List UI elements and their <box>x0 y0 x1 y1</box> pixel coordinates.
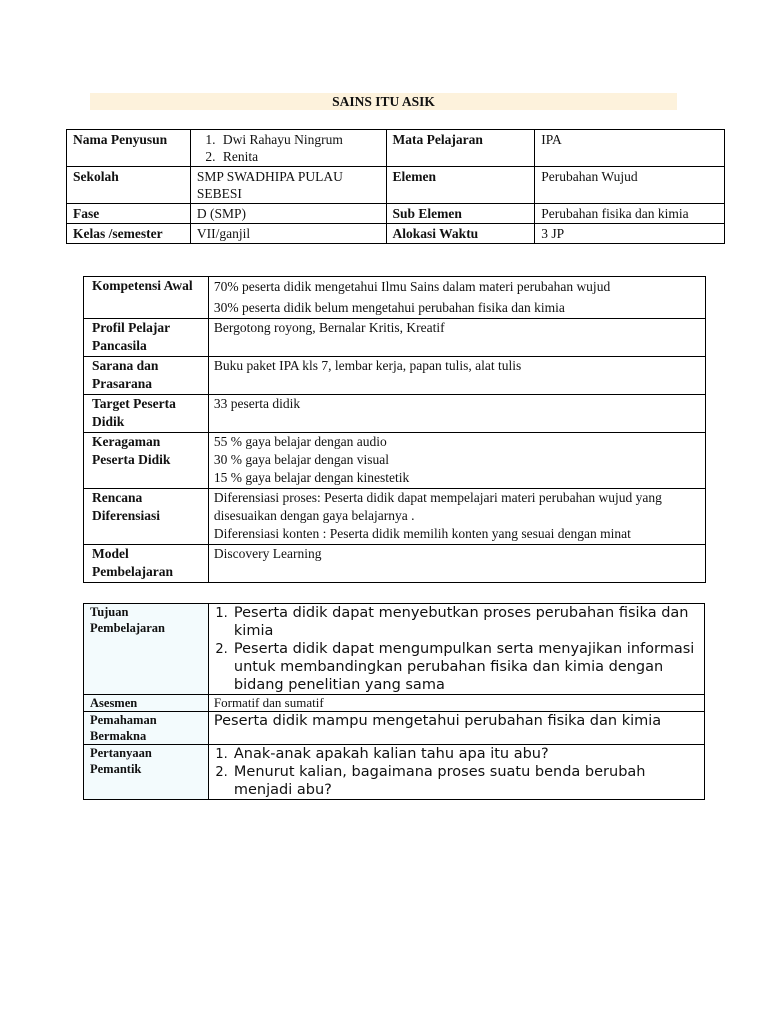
rencana-value <box>208 489 705 545</box>
asesmen-value: Formatif dan sumatif <box>208 695 704 712</box>
pemahaman-label: Pemahaman Bermakna <box>84 712 209 745</box>
table-row <box>67 204 725 224</box>
list-item: 2. Renita <box>219 148 380 165</box>
profil-value: Bergotong royong, Bernalar Kritis, Kreatif <box>208 319 705 357</box>
model-value: Discovery Learning <box>208 545 705 583</box>
target-label: Target Peserta Didik <box>84 395 209 433</box>
text-line: 30% peserta didik belum mengetahui perubahan fisika dan kimia <box>213 300 565 315</box>
pemahaman-value: Peserta didik mampu mengetahui perubahan fisika dan kimia <box>208 712 704 745</box>
table-row <box>84 712 705 745</box>
sub-elemen-label: Sub Elemen <box>386 204 535 224</box>
identity-table <box>66 129 725 244</box>
penyusun-list <box>197 131 380 165</box>
kelas-label: Kelas /semester <box>67 224 191 244</box>
pertanyaan-label: Pertanyaan Pemantik <box>84 745 209 800</box>
sarana-value: Buku paket IPA kls 7, lembar kerja, papan tulis, alat tulis <box>208 357 705 395</box>
elemen-value: Perubahan Wujud <box>535 167 725 204</box>
sub-elemen-value: Perubahan fisika dan kimia <box>535 204 725 224</box>
list-item: 1. Anak-anak apakah kalian tahu apa itu abu? <box>232 745 700 763</box>
table-row <box>84 545 706 583</box>
list-item: 1. Peserta didik dapat menyebutkan proses perubahan fisika dan kimia <box>232 604 700 640</box>
list-item: 1. Dwi Rahayu Ningrum <box>219 131 380 148</box>
fase-value: D (SMP) <box>190 204 386 224</box>
kelas-value: VII/ganjil <box>190 224 386 244</box>
model-label: Model Pembelajaran <box>84 545 209 583</box>
profil-label: Profil Pelajar Pancasila <box>84 319 209 357</box>
text-line: 70% peserta didik mengetahui Ilmu Sains dalam materi perubahan wujud <box>213 279 611 294</box>
nama-penyusun-value <box>190 130 386 167</box>
sekolah-label: Sekolah <box>67 167 191 204</box>
tujuan-list <box>214 604 700 694</box>
sarana-label: Sarana dan Prasarana <box>84 357 209 395</box>
fase-label: Fase <box>67 204 191 224</box>
asesmen-label: Asesmen <box>84 695 209 712</box>
alokasi-value: 3 JP <box>535 224 725 244</box>
elemen-label: Elemen <box>386 167 535 204</box>
keragaman-label: Keragaman Peserta Didik <box>84 433 209 489</box>
pertanyaan-list <box>214 745 700 799</box>
tujuan-label: Tujuan Pembelajaran <box>84 604 209 695</box>
table-row <box>67 224 725 244</box>
table-row <box>84 433 706 489</box>
table-row <box>67 130 725 167</box>
pertanyaan-value <box>208 745 704 800</box>
kompetensi-awal-label: Kompetensi Awal <box>84 277 209 319</box>
rencana-label: Rencana Diferensiasi <box>84 489 209 545</box>
table-row <box>84 277 706 319</box>
text-line: Diferensiasi konten : Peserta didik memilih konten yang sesuai dengan minat <box>213 526 631 541</box>
alokasi-label: Alokasi Waktu <box>386 224 535 244</box>
mata-pelajaran-value: IPA <box>535 130 725 167</box>
table-row <box>84 357 706 395</box>
text-line: 30 % gaya belajar dengan visual <box>213 452 389 467</box>
sekolah-value: SMP SWADHIPA PULAU SEBESI <box>190 167 386 204</box>
text-line: Diferensiasi proses: Peserta didik dapat mempelajari materi perubahan wujud yang disesuaikan dengan gaya belajarnya . <box>213 490 662 523</box>
objectives-table <box>83 603 705 800</box>
table-row <box>67 167 725 204</box>
text-line: 55 % gaya belajar dengan audio <box>213 434 387 449</box>
competency-table <box>83 276 706 583</box>
keragaman-value <box>208 433 705 489</box>
mata-pelajaran-label: Mata Pelajaran <box>386 130 535 167</box>
table-row <box>84 395 706 433</box>
kompetensi-awal-value <box>208 277 705 319</box>
tujuan-value <box>208 604 704 695</box>
list-item: 2. Peserta didik dapat mengumpulkan serta menyajikan informasi untuk membandingkan perubahan fisika dan kimia dengan bidang penelitian yang sama <box>232 640 700 694</box>
list-item: 2. Menurut kalian, bagaimana proses suatu benda berubah menjadi abu? <box>232 763 700 799</box>
target-value: 33 peserta didik <box>208 395 705 433</box>
table-row <box>84 745 705 800</box>
table-row <box>84 695 705 712</box>
table-row <box>84 319 706 357</box>
table-row <box>84 489 706 545</box>
text-line: 15 % gaya belajar dengan kinestetik <box>213 470 410 485</box>
nama-penyusun-label: Nama Penyusun <box>67 130 191 167</box>
table-row <box>84 604 705 695</box>
document-title: SAINS ITU ASIK <box>90 93 677 110</box>
